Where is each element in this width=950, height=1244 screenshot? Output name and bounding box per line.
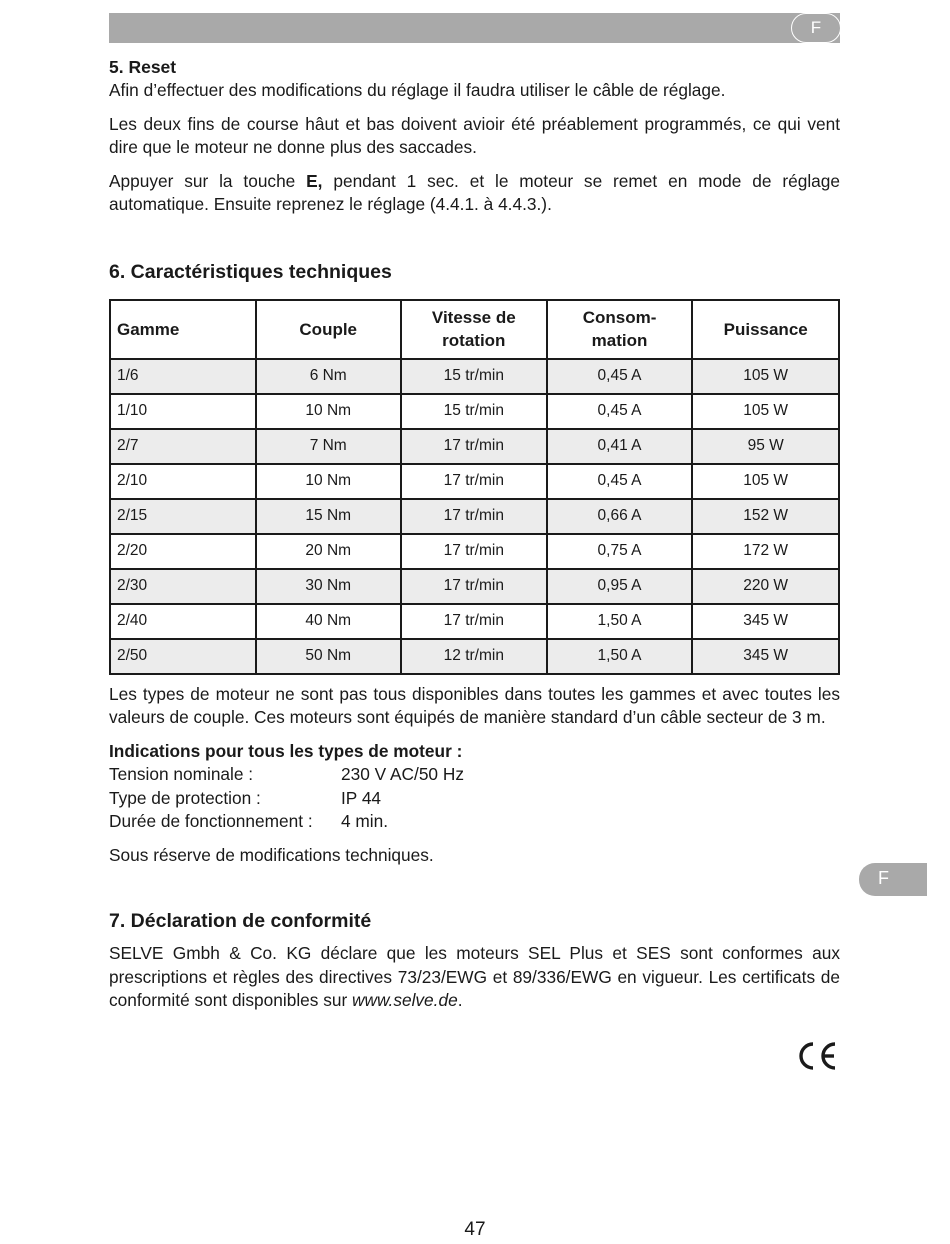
table-cell: 0,75 A xyxy=(547,534,693,569)
ce-mark-icon xyxy=(795,1040,839,1072)
table-cell: 17 tr/min xyxy=(401,569,547,604)
section-5-heading: 5. Reset xyxy=(109,57,177,77)
section-6-heading: 6. Caractéristiques techniques xyxy=(109,260,392,283)
table-cell: 2/40 xyxy=(110,604,256,639)
disclaimer: Sous réserve de modifications techniques. xyxy=(109,844,434,865)
table-cell: 10 Nm xyxy=(256,464,401,499)
p3-after: pendant 1 sec. et le moteur se remet en mode de réglage automatique. Ensuite reprenez le réglage (4.4.1. à 4.4.3.). xyxy=(109,170,840,214)
table-cell: 105 W xyxy=(692,359,839,394)
spec-row-protection xyxy=(109,787,840,811)
table-cell: 345 W xyxy=(692,604,839,639)
s7-text-end: . xyxy=(457,990,463,1010)
table-cell: 0,45 A xyxy=(547,464,693,499)
table-cell: 2/20 xyxy=(110,534,256,569)
spec-label: Durée de fonctionnement : xyxy=(109,811,313,831)
spec-row-duree xyxy=(109,810,840,834)
section-5-paragraph-2: Les deux fins de course hâut et bas doivent avioir été préablement programmés, ce qui vent dire que le moteur ne donne plus des saccades. xyxy=(109,113,840,157)
spec-value: 230 V AC/50 Hz xyxy=(341,764,464,784)
table-cell: 1/6 xyxy=(110,359,256,394)
table-cell: 2/50 xyxy=(110,639,256,674)
table-row xyxy=(110,534,839,569)
page-number: 47 xyxy=(464,1219,486,1240)
table-cell: 40 Nm xyxy=(256,604,401,639)
website-link[interactable]: www.selve.de xyxy=(352,990,458,1010)
table-header-row xyxy=(110,300,839,359)
table-cell: 0,95 A xyxy=(547,569,693,604)
table-cell: 220 W xyxy=(692,569,839,604)
spec-row-tension xyxy=(109,763,840,787)
indications-heading: Indications pour tous les types de moteur : xyxy=(109,740,463,761)
col-consommation-header xyxy=(547,300,693,359)
table-cell: 0,45 A xyxy=(547,359,693,394)
vitesse-header-text: Vitesse de rotation xyxy=(431,308,516,350)
table-cell: 20 Nm xyxy=(256,534,401,569)
table-note: Les types de moteur ne sont pas tous disponibles dans toutes les gammes et avec toutes les valeurs de couple. Ces moteurs sont équipés de manière standard d’un câble secteur de 3 m. xyxy=(109,683,840,727)
table-cell: 17 tr/min xyxy=(401,534,547,569)
spec-label: Tension nominale : xyxy=(109,764,254,784)
specifications-table xyxy=(109,299,840,675)
table-cell: 30 Nm xyxy=(256,569,401,604)
language-badge: F xyxy=(791,13,841,43)
table-cell: 152 W xyxy=(692,499,839,534)
table-row xyxy=(110,639,839,674)
table-body xyxy=(110,359,839,674)
table-cell: 0,45 A xyxy=(547,394,693,429)
table-cell: 1,50 A xyxy=(547,604,693,639)
p3-before: Appuyer sur la touche xyxy=(109,170,307,191)
section-5-paragraph-3 xyxy=(109,170,840,217)
table-cell: 105 W xyxy=(692,394,839,429)
table-cell: 15 tr/min xyxy=(401,359,547,394)
s7-text: SELVE Gmbh & Co. KG déclare que les moteurs SEL Plus et SES sont conformes aux prescriptions et règles des directives 73/23/EWG et 89/336/EWG en vigueur. Les certificats de conformité sont disponibles sur xyxy=(109,943,840,1010)
table-cell: 345 W xyxy=(692,639,839,674)
table-cell: 17 tr/min xyxy=(401,429,547,464)
col-puissance-header: Puissance xyxy=(692,300,839,359)
table-cell: 17 tr/min xyxy=(401,499,547,534)
table-row xyxy=(110,464,839,499)
col-vitesse-header xyxy=(401,300,547,359)
col-gamme-header: Gamme xyxy=(110,300,256,359)
page-content xyxy=(109,56,840,1013)
key-e: E, xyxy=(306,170,323,191)
table-cell: 15 tr/min xyxy=(401,394,547,429)
table-cell: 2/7 xyxy=(110,429,256,464)
language-side-tab[interactable]: F xyxy=(859,863,927,896)
table-cell: 105 W xyxy=(692,464,839,499)
section-5-paragraph-1: Afin d’effectuer des modifications du réglage il faudra utiliser le câble de réglage. xyxy=(109,80,726,100)
table-cell: 2/15 xyxy=(110,499,256,534)
table-cell: 95 W xyxy=(692,429,839,464)
col-couple-header: Couple xyxy=(256,300,401,359)
table-row xyxy=(110,359,839,394)
table-cell: 17 tr/min xyxy=(401,604,547,639)
table-row xyxy=(110,394,839,429)
spec-label: Type de protection : xyxy=(109,787,261,808)
section-7-paragraph xyxy=(109,942,840,1013)
table-cell: 1,50 A xyxy=(547,639,693,674)
consommation-header-text: Consom-mation xyxy=(582,308,657,350)
table-row xyxy=(110,499,839,534)
header-bar xyxy=(109,13,840,43)
spec-value: 4 min. xyxy=(341,811,389,831)
table-cell: 7 Nm xyxy=(256,429,401,464)
motor-specs-list xyxy=(109,763,840,834)
table-row xyxy=(110,429,839,464)
table-cell: 10 Nm xyxy=(256,394,401,429)
spec-value: IP 44 xyxy=(341,787,382,808)
section-7-heading: 7. Déclaration de conformité xyxy=(109,910,372,932)
table-cell: 2/10 xyxy=(110,464,256,499)
table-cell: 0,66 A xyxy=(547,499,693,534)
table-cell: 6 Nm xyxy=(256,359,401,394)
table-cell: 50 Nm xyxy=(256,639,401,674)
table-cell: 172 W xyxy=(692,534,839,569)
table-cell: 12 tr/min xyxy=(401,639,547,674)
table-cell: 1/10 xyxy=(110,394,256,429)
table-row xyxy=(110,604,839,639)
table-cell: 2/30 xyxy=(110,569,256,604)
table-cell: 17 tr/min xyxy=(401,464,547,499)
table-cell: 0,41 A xyxy=(547,429,693,464)
table-row xyxy=(110,569,839,604)
table-cell: 15 Nm xyxy=(256,499,401,534)
